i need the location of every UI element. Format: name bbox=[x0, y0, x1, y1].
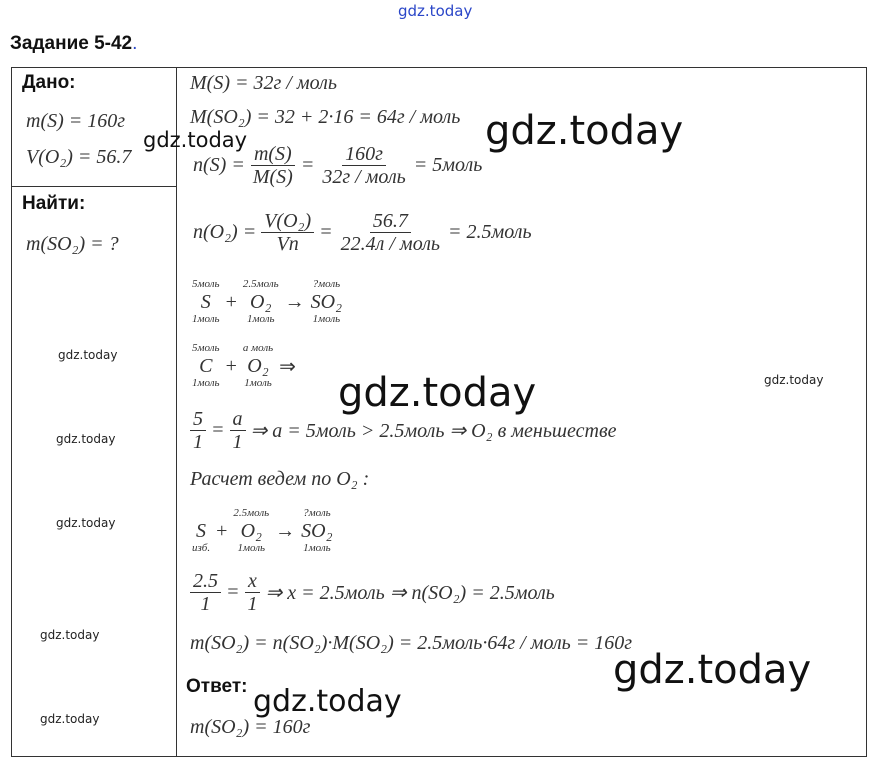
watermark-large-2: gdz.today bbox=[338, 370, 537, 416]
reaction-ratio: 5моль C 1моль + a моль O₂ 1моль ⇒ bbox=[192, 342, 296, 389]
answer-heading: Ответ: bbox=[186, 676, 248, 697]
watermark-medium-1: gdz.today bbox=[143, 128, 248, 152]
watermark-small-4: gdz.today bbox=[40, 628, 100, 642]
watermark-large-1: gdz.today bbox=[485, 108, 684, 154]
watermark-small-6: gdz.today bbox=[764, 373, 824, 387]
watermark-small-1: gdz.today bbox=[58, 348, 118, 362]
mass-calculation: m(SO₂) = n(SO₂)·M(SO₂) = 2.5моль·64г / моль = 160г bbox=[190, 632, 633, 654]
given-mass-s: m(S) = 160г bbox=[26, 110, 126, 132]
watermark-small-5: gdz.today bbox=[40, 712, 100, 726]
molar-mass-so2: M(SO₂) = 32 + 2·16 = 64г / моль bbox=[190, 106, 461, 128]
calculation-note: Расчет ведем по O₂ : bbox=[190, 468, 370, 490]
given-heading: Дано: bbox=[22, 72, 76, 93]
reaction-excess: S изб. + 2.5моль O₂ 1моль → ?моль SO₂ 1моль bbox=[192, 507, 333, 554]
proportion-equation: $\frac{2.5}{1}$ = $\frac{x}{1}$ ⇒ x = 2.5моль ⇒ n(SO₂) = 2.5моль bbox=[188, 570, 558, 615]
answer-value: m(SO₂) = 160г bbox=[190, 716, 311, 738]
task-title: Задание 5-42. bbox=[10, 33, 138, 54]
given-volume-o2: V(O₂) = 56.7 bbox=[26, 146, 132, 168]
molar-mass-s: M(S) = 32г / моль bbox=[190, 72, 337, 94]
reaction-sulfur-oxygen: 5моль S 1моль + 2.5моль O₂ 1моль → ?моль SO₂ 1моль bbox=[192, 278, 343, 325]
moles-s-equation: n(S) = $\frac{m(S)}{M(S)}$ = $\frac{160г}{\text{32г / моль}}$ = 5моль bbox=[193, 143, 483, 188]
watermark-medium-2: gdz.today bbox=[253, 684, 402, 719]
watermark-small-2: gdz.today bbox=[56, 432, 116, 446]
moles-o2-equation: n(O₂) = $\frac{\text{V(O₂)}}{Vn}$ = $\frac{56.7}{\text{22.4л / моль}}$ = 2.5моль bbox=[193, 210, 532, 255]
watermark-large-3: gdz.today bbox=[613, 647, 812, 693]
given-find-divider bbox=[11, 186, 177, 187]
watermark-small-3: gdz.today bbox=[56, 516, 116, 530]
site-watermark-top: gdz.today bbox=[398, 2, 473, 20]
find-heading: Найти: bbox=[22, 193, 86, 214]
find-mass-so2: m(SO₂) = ? bbox=[26, 233, 119, 255]
comparison-equation: $\frac{5}{1}$ = $\frac{a}{1}$ ⇒ a = 5моль > 2.5моль ⇒ O₂ в меньшестве bbox=[188, 408, 620, 453]
column-divider bbox=[176, 67, 177, 757]
